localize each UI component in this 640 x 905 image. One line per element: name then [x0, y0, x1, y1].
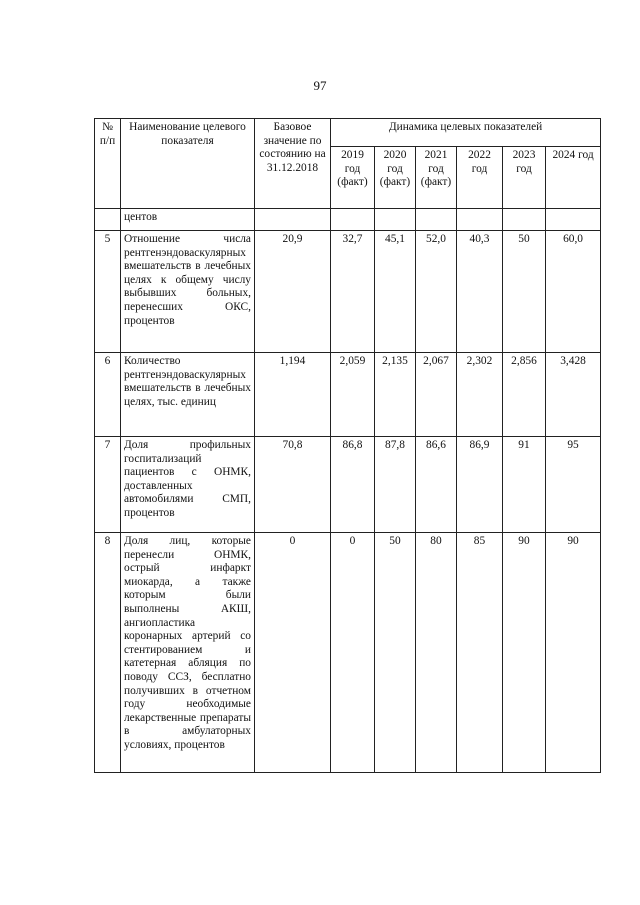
header-dynamics: Динамика целевых показателей: [331, 119, 601, 147]
value-cell: 90: [503, 533, 546, 773]
table-row: [95, 231, 601, 353]
indicator-name: Количество рентгенэндоваскулярных вмешательств в лечебных целях, тыс. единиц: [121, 353, 255, 437]
base-value: 1,194: [255, 353, 331, 437]
indicator-name: Доля лиц, которые перенесли ОНМК, острый инфаркт миокарда, а также которым были выполнены АКШ, ангиопластика коронарных артерий со стентированием и катетерная абляция по поводу ССЗ, бесплатно получивших в отчетном году необходимые лекарственные препараты в амбулаторных условиях, процентов: [121, 533, 255, 773]
value-cell: 2,067: [416, 353, 457, 437]
empty-cell: [457, 209, 503, 231]
value-cell: 87,8: [375, 437, 416, 533]
empty-cell: [546, 209, 601, 231]
value-cell: 50: [503, 231, 546, 353]
value-cell: 90: [546, 533, 601, 773]
row-number: 7: [95, 437, 121, 533]
value-cell: 2,302: [457, 353, 503, 437]
indicator-name: Отношение числа рентгенэндоваскулярных вмешательств в лечебных целях к общему числу выбывших больных, перенесших ОКС, процентов: [121, 231, 255, 353]
header-year: 2021 год (факт): [416, 147, 457, 209]
value-cell: 32,7: [331, 231, 375, 353]
value-cell: 60,0: [546, 231, 601, 353]
empty-cell: [331, 209, 375, 231]
empty-cell: [503, 209, 546, 231]
value-cell: 80: [416, 533, 457, 773]
empty-cell: [416, 209, 457, 231]
value-cell: 3,428: [546, 353, 601, 437]
value-cell: 40,3: [457, 231, 503, 353]
continuation-text: центов: [121, 209, 255, 231]
table-row: [95, 437, 601, 533]
header-year: 2024 год: [546, 147, 601, 209]
header-num: № п/п: [95, 119, 121, 209]
value-cell: 95: [546, 437, 601, 533]
page-number: 97: [313, 78, 327, 93]
header-name: Наименование целевого показателя: [121, 119, 255, 209]
value-cell: 86,8: [331, 437, 375, 533]
continuation-row: [95, 209, 601, 231]
header-base: Базовое значение по состоянию на 31.12.2018: [255, 119, 331, 209]
row-number: 8: [95, 533, 121, 773]
value-cell: 50: [375, 533, 416, 773]
indicators-table: [94, 118, 601, 773]
header-year: 2023 год: [503, 147, 546, 209]
value-cell: 86,6: [416, 437, 457, 533]
base-value: 70,8: [255, 437, 331, 533]
base-value: 20,9: [255, 231, 331, 353]
value-cell: 2,856: [503, 353, 546, 437]
empty-cell: [255, 209, 331, 231]
value-cell: 0: [331, 533, 375, 773]
value-cell: 45,1: [375, 231, 416, 353]
header-year: 2022 год: [457, 147, 503, 209]
empty-cell: [375, 209, 416, 231]
value-cell: 91: [503, 437, 546, 533]
value-cell: 2,059: [331, 353, 375, 437]
base-value: 0: [255, 533, 331, 773]
value-cell: 86,9: [457, 437, 503, 533]
table-row: [95, 533, 601, 773]
value-cell: 52,0: [416, 231, 457, 353]
row-number: 6: [95, 353, 121, 437]
indicator-name: Доля профильных госпитализаций пациентов с ОНМК, доставленных автомобилями СМП, процентов: [121, 437, 255, 533]
row-number: 5: [95, 231, 121, 353]
header-row: [95, 119, 601, 147]
header-year: 2020 год (факт): [375, 147, 416, 209]
value-cell: 85: [457, 533, 503, 773]
continuation-num: [95, 209, 121, 231]
table-row: [95, 353, 601, 437]
value-cell: 2,135: [375, 353, 416, 437]
header-year: 2019 год (факт): [331, 147, 375, 209]
